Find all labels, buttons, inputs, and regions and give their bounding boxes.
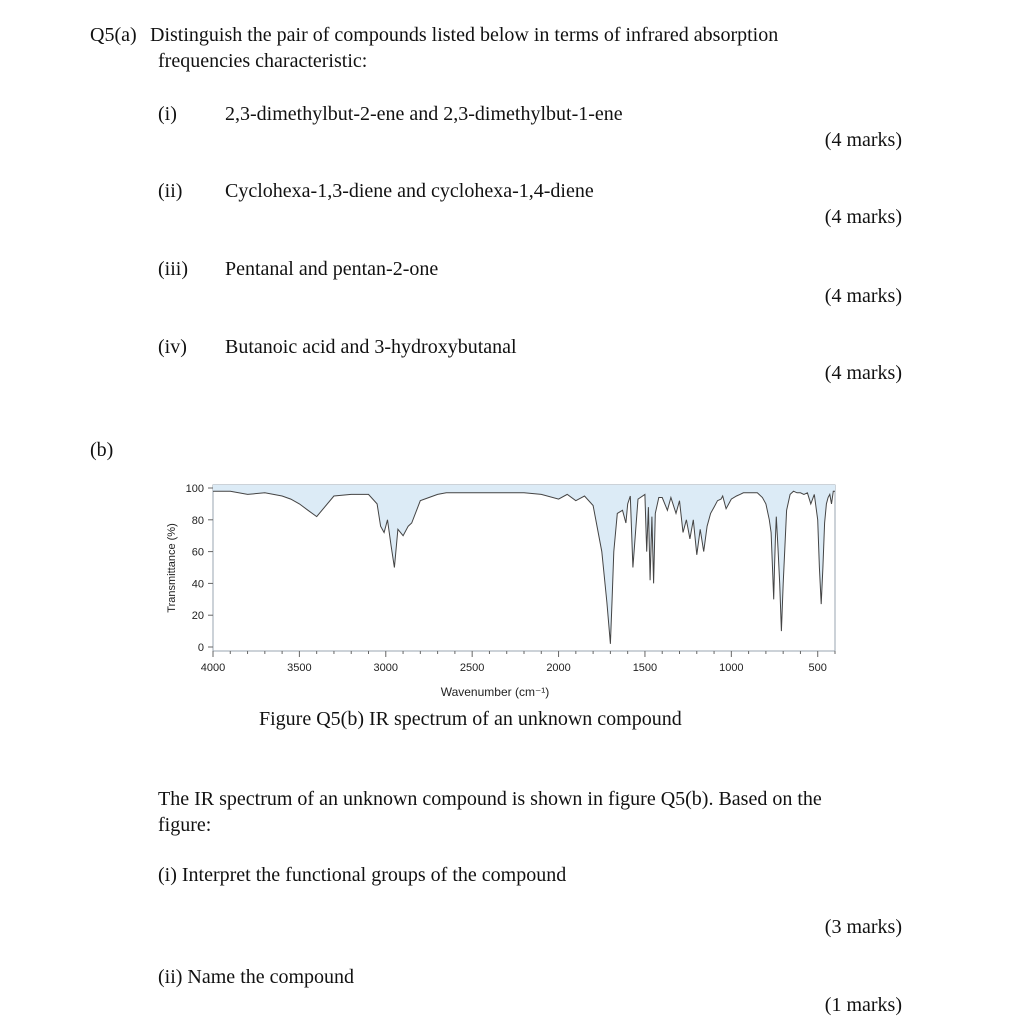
x-tick-label: 3000 [373, 662, 399, 674]
x-axis-title: Wavenumber (cm⁻¹) [440, 685, 550, 699]
item-a-i-marks: (4 marks) [824, 129, 902, 151]
y-tick-label: 0 [197, 642, 204, 654]
x-tick-label: 500 [808, 662, 827, 674]
figure-caption: Figure Q5(b) IR spectrum of an unknown compound [259, 708, 682, 730]
item-a-iv-marks: (4 marks) [824, 362, 902, 384]
ir-spectrum-chart [150, 470, 850, 710]
y-tick-label: 20 [191, 610, 204, 623]
x-tick-label: 2500 [459, 662, 485, 674]
plot-area [213, 485, 835, 651]
y-tick-label: 80 [191, 514, 204, 527]
item-a-iv-number: (iv) [158, 336, 187, 358]
item-b-i-text: (i) Interpret the functional groups of the compound [158, 864, 567, 886]
x-tick-label: 1500 [632, 662, 658, 674]
y-tick-label: 100 [185, 483, 204, 495]
x-tick-label: 3500 [287, 662, 312, 674]
y-axis-title: Transmittance (%) [166, 523, 178, 613]
item-a-iii-number: (iii) [158, 258, 188, 280]
item-a-iii-marks: (4 marks) [824, 285, 902, 307]
item-a-iv-text: Butanoic acid and 3-hydroxybutanal [225, 336, 517, 358]
item-a-i-text: 2,3-dimethylbut-2-ene and 2,3-dimethylbut-1-ene [225, 103, 623, 125]
question-a-label: Q5(a) [90, 24, 137, 46]
item-a-ii-number: (ii) [158, 180, 183, 202]
item-b-ii-marks: (1 marks) [824, 994, 902, 1016]
item-a-ii-text: Cyclohexa-1,3-diene and cyclohexa-1,4-diene [225, 180, 594, 202]
x-tick-label: 1000 [719, 662, 744, 674]
x-tick-label: 4000 [200, 662, 226, 674]
y-tick-label: 60 [191, 546, 204, 559]
y-axis [186, 483, 213, 654]
item-a-ii-marks: (4 marks) [824, 206, 902, 228]
question-b-intro-line2: figure: [158, 814, 212, 836]
item-b-ii-text: (ii) Name the compound [158, 966, 355, 988]
item-a-i-number: (i) [158, 103, 177, 125]
y-tick-label: 40 [191, 578, 204, 591]
item-b-i-marks: (3 marks) [824, 916, 902, 938]
question-a-text-line1: Distinguish the pair of compounds listed below in terms of infrared absorption [150, 24, 779, 46]
question-a-text-line2: frequencies characteristic: [158, 50, 368, 72]
x-axis [201, 651, 835, 674]
item-a-iii-text: Pentanal and pentan-2-one [225, 258, 439, 280]
question-b-intro-line1: The IR spectrum of an unknown compound is shown in figure Q5(b). Based on the [158, 788, 822, 810]
question-b-label: (b) [90, 439, 114, 461]
x-tick-label: 2000 [546, 662, 571, 674]
